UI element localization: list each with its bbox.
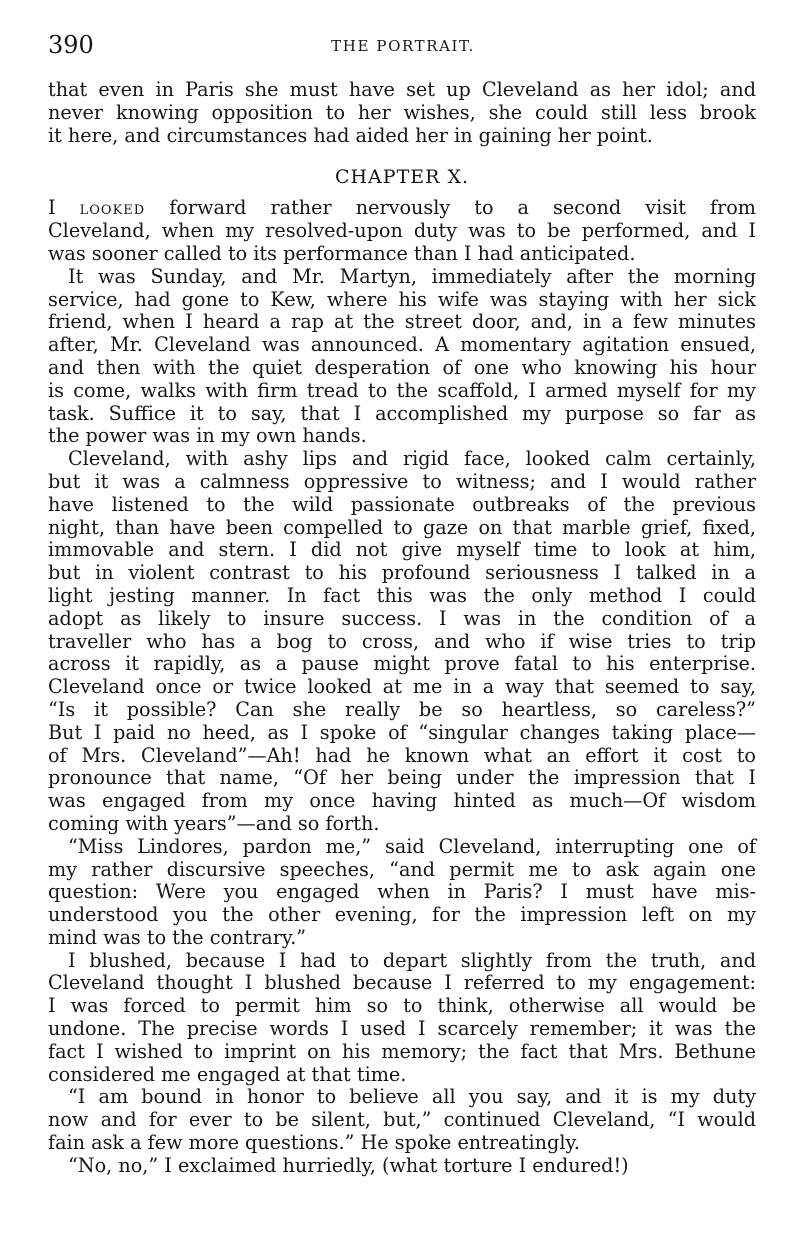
text-line: across it rapidly, as a pause might prove fatal to his enterprise. bbox=[48, 652, 756, 676]
paragraph bbox=[48, 836, 756, 950]
text-line: but it was a calmness oppressive to witness; and I would rather bbox=[48, 469, 756, 493]
text-line: it here, and circumstances had aided her in gaining her point. bbox=[48, 123, 653, 147]
text-line: have listened to the wild passionate outbreaks of the previous bbox=[48, 492, 756, 516]
text-line: pronounce that name, “Of her being under the impression that I bbox=[48, 766, 756, 790]
text-line: fain ask a few more questions.” He spoke entreatingly. bbox=[48, 1131, 580, 1155]
text-line: the power was in my own hands. bbox=[48, 424, 367, 448]
first-line-rest: forward rather nervously to a second visit from bbox=[145, 196, 756, 220]
text-line: that even in Paris she must have set up Cleveland as her idol; and bbox=[48, 78, 756, 101]
text-line: of Mrs. Cleveland”—Ah! had he known what an effort it cost to bbox=[48, 743, 756, 767]
text-line: my rather discursive speeches, “and permit me to ask again one bbox=[48, 857, 756, 881]
text-line: “I am bound in honor to believe all you say, and it is my duty bbox=[68, 1085, 756, 1109]
text-line: never knowing opposition to her wishes, she could still less brook bbox=[48, 100, 756, 124]
running-head bbox=[48, 30, 758, 60]
body-text bbox=[48, 79, 756, 1178]
text-line: after, Mr. Cleveland was announced. A momentary agitation ensued, bbox=[48, 333, 756, 357]
text-line: fact I wished to imprint on his memory; the fact that Mrs. Bethune bbox=[48, 1039, 756, 1063]
text-line: now and for ever to be silent, but,” continued Cleveland, “I would bbox=[48, 1108, 756, 1132]
text-line: I blushed, because I had to depart slightly from the truth, and bbox=[68, 948, 756, 972]
first-word-caps: looked bbox=[79, 196, 146, 220]
text-line: was sooner called to its performance than I had anticipated. bbox=[48, 241, 636, 265]
text-line: traveller who has a bog to cross, and who if wise tries to trip bbox=[48, 629, 756, 653]
text-line: light jesting manner. In fact this was the only method I could bbox=[48, 583, 756, 607]
text-line: immovable and stern. I did not give myself time to look at him, bbox=[48, 538, 756, 562]
text-line: It was Sunday, and Mr. Martyn, immediately after the morning bbox=[68, 264, 756, 288]
text-line: night, than have been compelled to gaze on that marble grief, fixed, bbox=[48, 515, 756, 539]
text-line: understood you the other evening, for the impression left on my bbox=[48, 903, 756, 927]
text-line: “Is it possible? Can she really be so heartless, so careless?” bbox=[48, 697, 756, 721]
text-line: service, had gone to Kew, where his wife was staying with her sick bbox=[48, 287, 756, 311]
text-line: question: Were you engaged when in Paris? I must have mis- bbox=[48, 880, 756, 904]
text-line: task. Suffice it to say, that I accomplished my purpose so far as bbox=[48, 401, 756, 425]
paragraph bbox=[48, 1155, 756, 1178]
text-line: Cleveland, with ashy lips and rigid face, looked calm certainly, bbox=[68, 447, 756, 471]
paragraph bbox=[48, 197, 756, 265]
text-line: Cleveland thought I blushed because I referred to my engagement: bbox=[48, 971, 756, 995]
running-title: THE PORTRAIT. bbox=[331, 37, 475, 55]
text-line: undone. The precise words I used I scarcely remember; it was the bbox=[48, 1017, 756, 1041]
text-line: and then with the quiet desperation of one who knowing his hour bbox=[48, 355, 756, 379]
page-number: 390 bbox=[48, 31, 94, 59]
text-line: But I paid no heed, as I spoke of “singular changes taking place— bbox=[48, 720, 756, 744]
paragraph bbox=[48, 950, 756, 1087]
text-line: “No, no,” I exclaimed hurriedly, (what torture I endured!) bbox=[68, 1153, 629, 1177]
opening-paragraph bbox=[48, 79, 756, 147]
text-line: Cleveland, when my resolved-upon duty was to be performed, and I bbox=[48, 219, 756, 243]
text-line: was engaged from my once having hinted as much—Of wisdom bbox=[48, 789, 756, 813]
first-word: I bbox=[48, 196, 80, 220]
text-line: I was forced to permit him so to think, otherwise all would be bbox=[48, 994, 756, 1018]
text-line: friend, when I heard a rap at the street door, and, in a few minutes bbox=[48, 310, 756, 334]
text-line: considered me engaged at that time. bbox=[48, 1062, 407, 1086]
paragraph bbox=[48, 448, 756, 836]
text-line: but in violent contrast to his profound seriousness I talked in a bbox=[48, 561, 756, 585]
paragraph bbox=[48, 1086, 756, 1154]
text-line: coming with years”—and so forth. bbox=[48, 811, 380, 835]
text-line: is come, walks with firm tread to the scaffold, I armed myself for my bbox=[48, 378, 756, 402]
text-line: adopt as likely to insure success. I was in the condition of a bbox=[48, 606, 756, 630]
text-line: mind was to the contrary.” bbox=[48, 925, 307, 949]
paragraph bbox=[48, 266, 756, 448]
text-line: “Miss Lindores, pardon me,” said Cleveland, interrupting one of bbox=[68, 834, 756, 858]
chapter-heading: CHAPTER X. bbox=[334, 166, 470, 189]
text-line: Cleveland once or twice looked at me in a way that seemed to say, bbox=[48, 675, 756, 699]
chapter-first-line bbox=[48, 197, 756, 220]
